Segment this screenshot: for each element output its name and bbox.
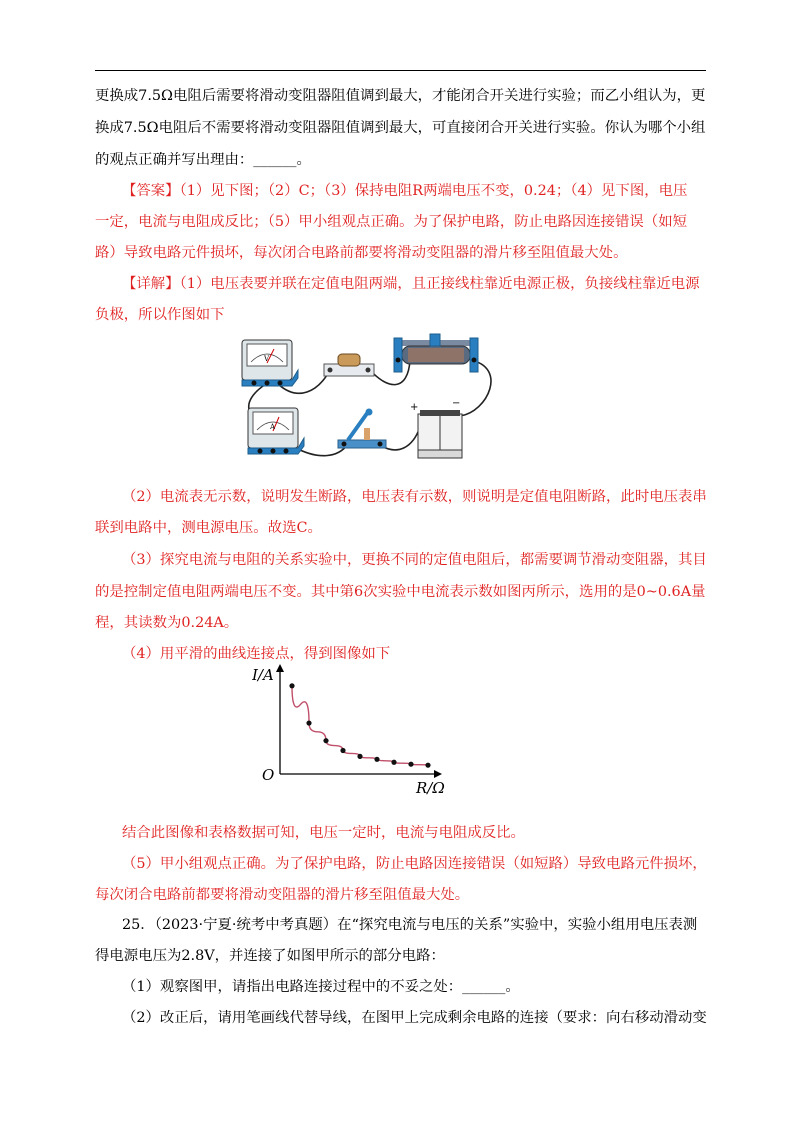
- x-axis-label: R/Ω: [416, 779, 445, 797]
- origin-label: O: [262, 766, 275, 784]
- resistor: [324, 354, 374, 376]
- data-point: [340, 748, 345, 753]
- ammeter: [248, 408, 304, 454]
- x-axis-arrow: [434, 770, 442, 778]
- question-line: （1）观察图甲，请指出电路连接过程中的不妥之处：______。: [122, 979, 520, 995]
- explanation-line: 【详解】（1）电压表要并联在定值电阻两端，且正接线柱靠近电源正极，负接线柱靠近电源: [122, 276, 700, 292]
- data-point: [425, 763, 430, 768]
- answer-line: 【答案】（1）见下图；（2）C；（3）保持电阻R两端电压不变，0.24；（4）见下图，电压: [122, 183, 688, 199]
- explanation-line: （3）探究电流与电阻的关系实验中，更换不同的定值电阻后，都需要调节滑动变阻器，其目: [122, 552, 707, 568]
- data-point: [391, 760, 396, 765]
- explanation-line: 每次闭合电路前都要将滑动变阻器的滑片移至阻值最大处。: [95, 887, 470, 903]
- data-point: [306, 720, 311, 725]
- data-point: [374, 757, 379, 762]
- battery-minus: −: [452, 398, 461, 409]
- voltmeter: [242, 340, 298, 386]
- answer-line: 一定，电流与电阻成反比；（5）甲小组观点正确。为了保护电路，防止电路因连接错误（如短: [95, 214, 687, 230]
- text-line: 的观点正确并写出理由：______。: [95, 152, 311, 168]
- explanation-line: （2）电流表无示数，说明发生断路，电压表有示数，则说明是定值电阻断路，此时电压表串: [122, 489, 707, 505]
- circuit-diagram: [238, 332, 498, 462]
- top-rule: [95, 70, 706, 71]
- data-point: [408, 762, 413, 767]
- data-point: [289, 683, 294, 688]
- explanation-line: 联到电路中，测电源电压。故选C。: [95, 520, 322, 536]
- ammeter-label: A: [270, 423, 276, 431]
- explanation-line: 结合此图像和表格数据可知，电压一定时，电流与电阻成反比。: [122, 825, 525, 841]
- explanation-line: 的是控制定值电阻两端电压不变。其中第6次实验中电流表示数如图丙所示，选用的是0~0.6A量: [95, 584, 706, 600]
- explanation-line: （5）甲小组观点正确。为了保护电路，防止电路因连接错误（如短路）导致电路元件损坏，: [122, 856, 707, 872]
- data-point: [323, 738, 328, 743]
- fit-curve: [292, 686, 428, 765]
- text-line: 换成7.5Ω电阻后不需要将滑动变阻器阻值调到最大，可直接闭合开关进行实验。你认为哪个小组: [95, 120, 706, 136]
- question-line: 25．（2023·宁夏·统考中考真题）在“探究电流与电压的关系”实验中，实验小组用电压表测: [122, 917, 698, 933]
- rheostat: [394, 334, 478, 372]
- question-line: 得电源电压为2.8V，并连接了如图甲所示的部分电路：: [95, 948, 445, 964]
- i-r-graph: [252, 662, 457, 797]
- voltmeter-label: V: [264, 355, 270, 363]
- data-point: [357, 754, 362, 759]
- question-line: （2）改正后，请用笔画线代替导线，在图甲上完成剩余电路的连接（要求：向右移动滑动变: [122, 1010, 707, 1026]
- explanation-line: （4）用平滑的曲线连接点，得到图像如下: [122, 646, 391, 662]
- switch: [338, 409, 386, 449]
- text-line: 更换成7.5Ω电阻后需要将滑动变阻器阻值调到最大，才能闭合开关进行实验；而乙小组认为，更: [95, 88, 706, 104]
- battery: [410, 398, 462, 458]
- battery-plus: +: [410, 402, 419, 413]
- answer-line: 路）导致电路元件损坏，每次闭合电路前都要将滑动变阻器的滑片移至阻值最大处。: [95, 245, 628, 261]
- y-axis-label: I/A: [252, 666, 274, 684]
- explanation-line: 负极，所以作图如下: [95, 307, 225, 323]
- explanation-line: 程，其读数为0.24A。: [95, 615, 239, 631]
- y-axis-arrow: [276, 664, 284, 672]
